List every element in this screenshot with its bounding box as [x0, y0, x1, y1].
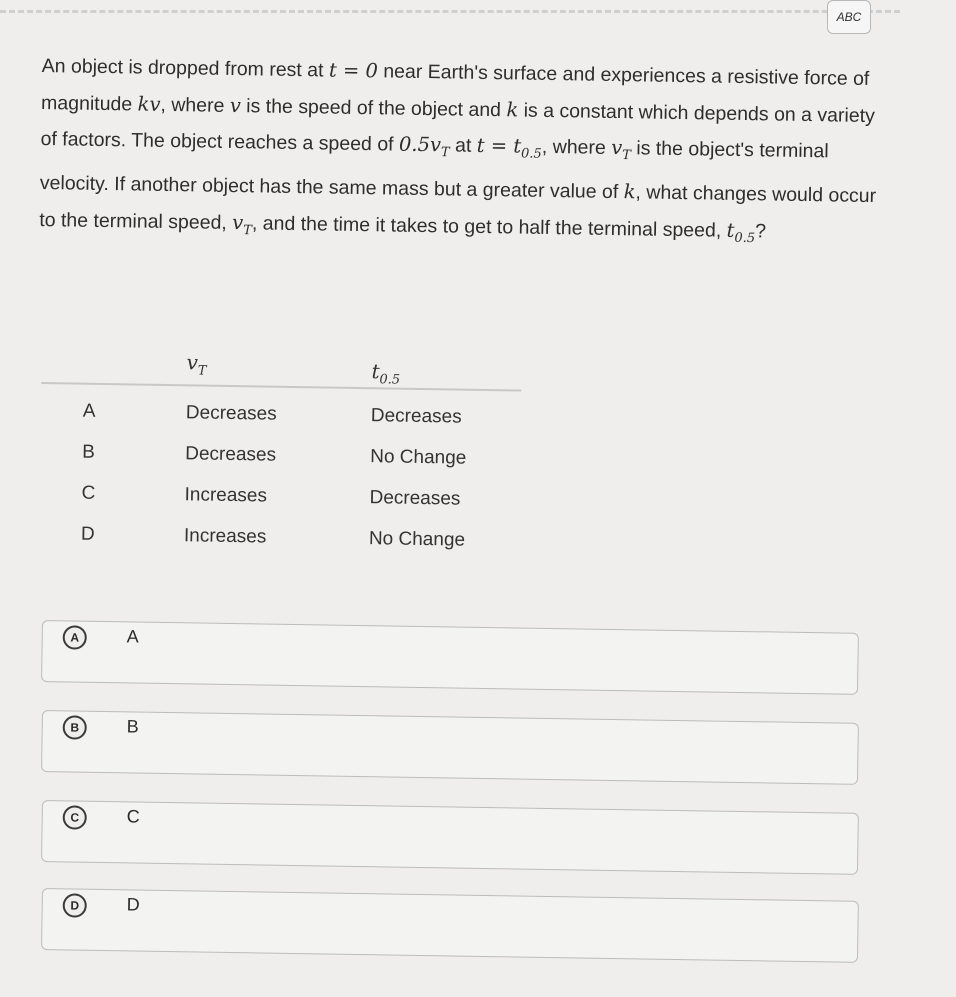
row-vT: Increases	[183, 525, 267, 548]
option-letter-c-icon: C	[63, 805, 87, 829]
option-label: A	[126, 626, 139, 647]
answer-option-c[interactable]	[41, 800, 859, 875]
table-header	[41, 340, 522, 392]
column-header-vT: $v_T$	[186, 350, 207, 379]
question-text: An object is dropped from rest at t = 0 near Earth's surface and experiences a resistive force of magnitude kv, where v is the speed of the object and k is a constant which depends on a variety of factors. The object reaches a speed of $0.5v_T$ at $t = t_{0.5}$, where $v_T$ is the object's terminal velocity. If another object has the same mass but a greater value of k, what changes would occur to the terminal speed, $v_T$, and the time it takes to get to half the terminal speed, $t_{0.5}$?	[39, 54, 877, 247]
row-t05: Decreases	[369, 487, 461, 510]
answer-table	[39, 340, 522, 556]
row-vT: Decreases	[185, 402, 277, 425]
option-letter-b-icon: B	[63, 715, 87, 739]
row-label: B	[82, 441, 96, 463]
row-vT: Increases	[184, 484, 268, 507]
option-letter-d-icon: D	[63, 893, 87, 917]
table-row	[39, 507, 520, 556]
option-letter-a-icon: A	[63, 625, 87, 649]
row-label: C	[81, 482, 96, 504]
option-label: B	[126, 716, 139, 737]
row-t05: No Change	[370, 446, 467, 469]
option-label: D	[126, 894, 140, 915]
abc-annotate-icon[interactable]: ABC	[827, 0, 871, 34]
top-divider	[0, 10, 900, 13]
row-label: D	[80, 523, 95, 545]
option-label: C	[126, 806, 140, 827]
column-header-t05: $t_{0.5}$	[371, 359, 401, 388]
row-vT: Decreases	[185, 443, 277, 466]
answer-option-d[interactable]	[41, 888, 859, 963]
row-label: A	[82, 400, 96, 422]
row-t05: No Change	[368, 528, 466, 551]
row-t05: Decreases	[370, 405, 462, 428]
answer-option-a[interactable]	[41, 620, 859, 695]
answer-option-b[interactable]	[41, 710, 859, 785]
